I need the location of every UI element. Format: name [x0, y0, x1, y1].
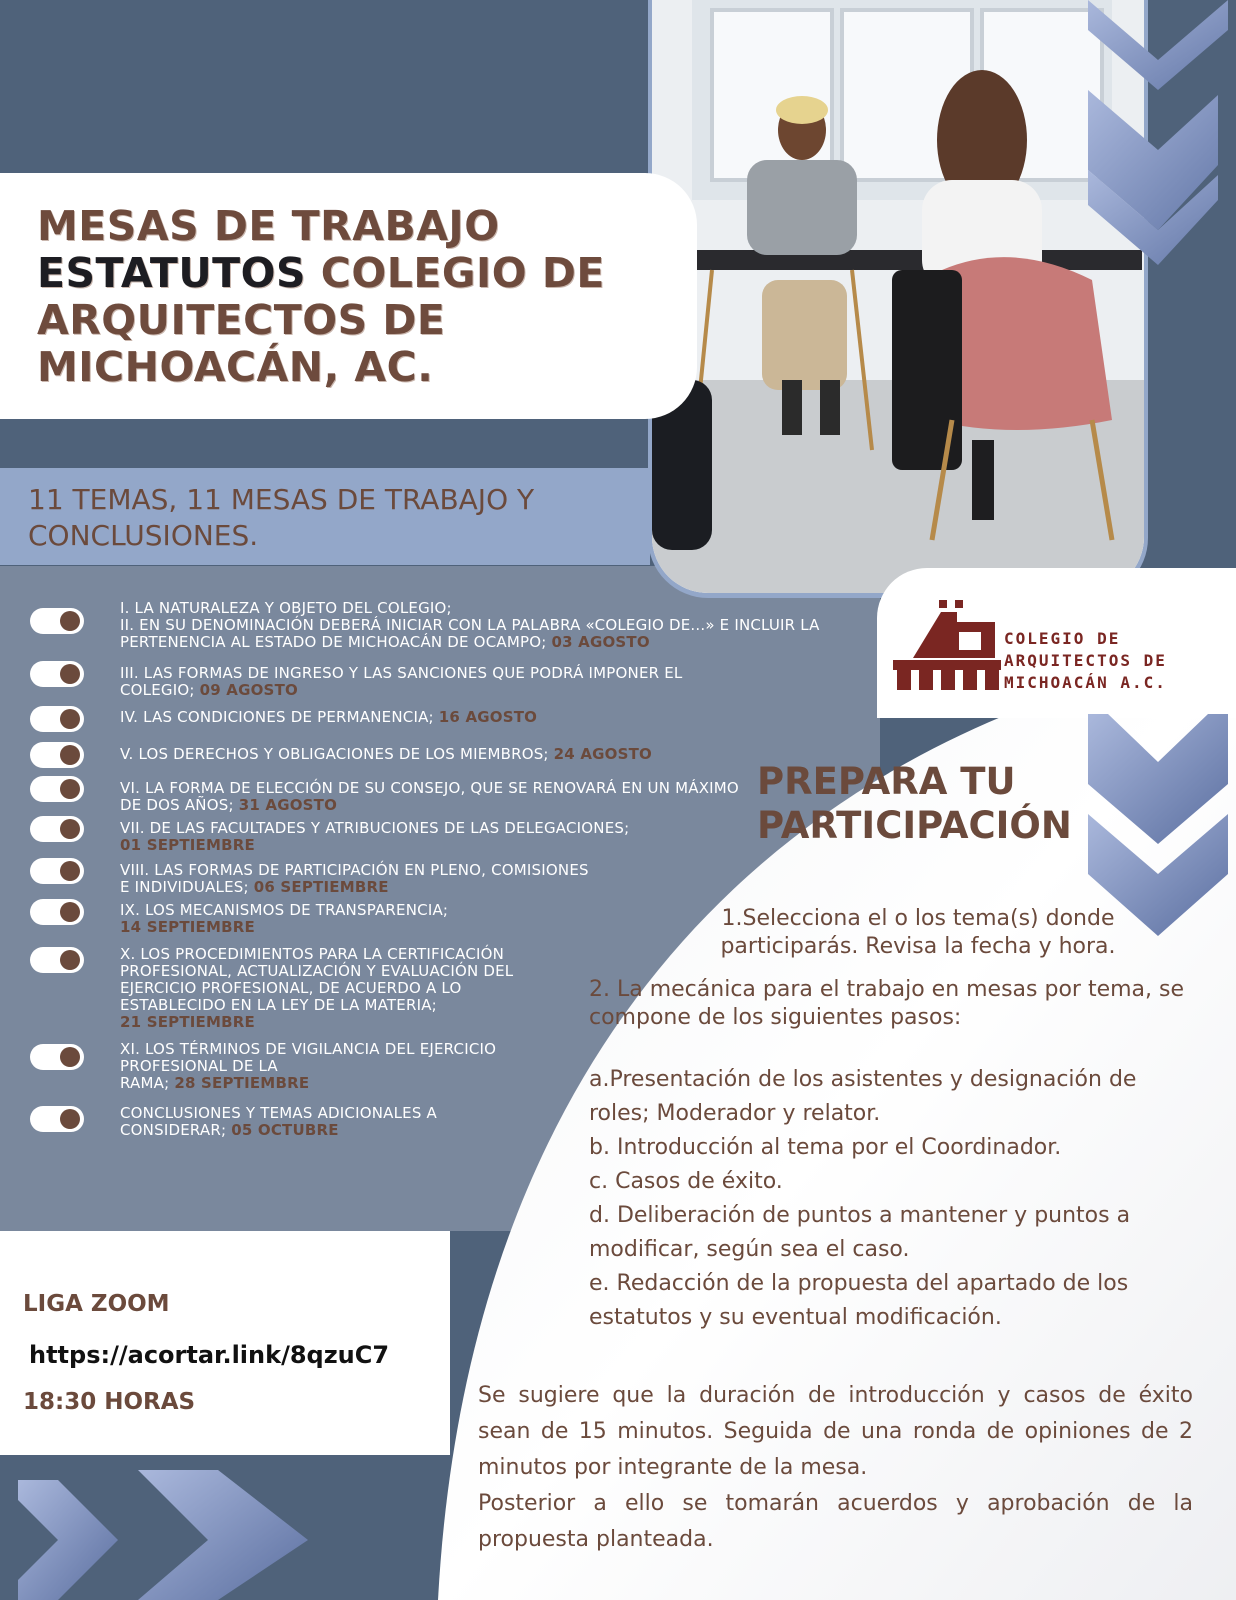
subhead-line-1: 11 TEMAS, 11 MESAS DE TRABAJO Y: [28, 483, 535, 516]
topic-text: III. LAS FORMAS DE INGRESO Y LAS SANCIONES QUE PODRÁ IMPONER EL COLEGIO;: [120, 664, 683, 699]
subhead-line-2: CONCLUSIONES.: [28, 519, 259, 552]
topic-date: 05 OCTUBRE: [231, 1121, 339, 1139]
topic-toggle[interactable]: [30, 1106, 84, 1132]
topic-text: VII. DE LAS FACULTADES Y ATRIBUCIONES DE LAS DELEGACIONES;: [120, 819, 630, 837]
logo-line-2: ARQUITECTOS DE: [1004, 651, 1167, 670]
topic-toggle[interactable]: [30, 816, 84, 842]
toggle-knob: [60, 1109, 80, 1129]
topic-text: IV. LAS CONDICIONES DE PERMANENCIA;: [120, 708, 439, 726]
topic-item: [120, 600, 820, 651]
topic-item: [120, 946, 640, 1031]
subhead-band: [0, 468, 650, 565]
topic-date: 28 SEPTIEMBRE: [174, 1074, 310, 1092]
topic-item: [120, 709, 760, 726]
toggle-knob: [60, 819, 80, 839]
topic-toggle[interactable]: [30, 608, 84, 634]
topic-text: CONCLUSIONES Y TEMAS ADICIONALES A CONSIDERAR;: [120, 1104, 437, 1139]
title-card: [0, 173, 697, 419]
meeting-photo: [652, 0, 1144, 593]
toggle-knob: [60, 779, 80, 799]
title-line-2: [37, 250, 605, 297]
step-2: 2. La mecánica para el trabajo en mesas por tema, se compone de los siguientes pasos:: [589, 977, 1185, 1030]
topic-item: [120, 746, 760, 763]
zoom-label: LIGA ZOOM: [23, 1291, 170, 1317]
title-line-4: MICHOACÁN, AC.: [37, 343, 434, 391]
topic-date: 16 AGOSTO: [438, 708, 538, 726]
topic-date: 01 SEPTIEMBRE: [120, 836, 255, 854]
topic-date: 06 SEPTIEMBRE: [253, 878, 389, 896]
topic-date: 24 AGOSTO: [553, 745, 653, 763]
toggle-knob: [60, 664, 80, 684]
topic-date: 31 AGOSTO: [238, 796, 338, 814]
topic-toggle[interactable]: [30, 706, 84, 732]
page-title: [37, 203, 605, 391]
title-line-2-rest: COLEGIO DE: [305, 249, 605, 297]
toggle-knob: [60, 709, 80, 729]
substep-a: a.Presentación de los asistentes y designación de roles; Moderador y relator.: [589, 1067, 1137, 1126]
toggle-knob: [60, 745, 80, 765]
topic-text: V. LOS DERECHOS Y OBLIGACIONES DE LOS MIEMBROS;: [120, 745, 554, 763]
zoom-card: [0, 1231, 450, 1455]
chevron-right-icon: [18, 1470, 318, 1600]
topic-toggle[interactable]: [30, 899, 84, 925]
topic-text: VI. LA FORMA DE ELECCIÓN DE SU CONSEJO, QUE SE RENOVARÁ EN UN MÁXIMO DE DOS AÑOS;: [120, 779, 739, 814]
logo-line-3: MICHOACÁN A.C.: [1004, 673, 1167, 692]
topic-item: [120, 780, 740, 814]
topic-item: [120, 1041, 640, 1092]
topic-toggle[interactable]: [30, 776, 84, 802]
topic-toggle[interactable]: [30, 947, 84, 973]
topic-item: [120, 862, 720, 896]
prepara-line-2: PARTICIPACIÓN: [757, 804, 1072, 847]
title-line-1: MESAS DE TRABAJO: [37, 202, 500, 250]
prepara-heading: [757, 760, 1072, 848]
toggle-knob: [60, 902, 80, 922]
topic-item: [120, 1105, 640, 1139]
meeting-illustration: [652, 0, 1144, 593]
prepara-line-1: PREPARA TU: [757, 760, 1016, 803]
substep-d: d. Deliberación de puntos a mantener y puntos a modificar, según sea el caso.: [589, 1203, 1131, 1262]
toggle-knob: [60, 611, 80, 631]
topic-toggle[interactable]: [30, 1044, 84, 1070]
topic-item: [120, 820, 760, 854]
title-line-3: ARQUITECTOS DE: [37, 296, 446, 344]
title-estatutos: ESTATUTOS: [37, 249, 306, 297]
substep-e: e. Redacción de la propuesta del apartado de los estatutos y su eventual modificación.: [589, 1271, 1129, 1330]
note-2: Posterior a ello se tomarán acuerdos y aprobación de la propuesta planteada.: [478, 1491, 1193, 1552]
topic-text: XI. LOS TÉRMINOS DE VIGILANCIA DEL EJERCICIO PROFESIONAL DE LA RAMA;: [120, 1040, 497, 1092]
topic-date: 21 SEPTIEMBRE: [120, 1013, 255, 1031]
topic-toggle[interactable]: [30, 742, 84, 768]
zoom-link[interactable]: https://acortar.link/8qzuC7: [29, 1341, 390, 1369]
topic-date: 09 AGOSTO: [199, 681, 298, 699]
substep-list: [589, 1063, 1189, 1335]
topic-item: [120, 665, 760, 699]
topic-text: VIII. LAS FORMAS DE PARTICIPACIÓN EN PLENO, COMISIONES E INDIVIDUALES;: [120, 861, 589, 896]
note-paragraph: [478, 1378, 1193, 1558]
topic-date: 03 AGOSTO: [551, 633, 650, 651]
logo-card: [877, 568, 1236, 718]
topic-text: I. LA NATURALEZA Y OBJETO DEL COLEGIO; II. EN SU DENOMINACIÓN DEBERÁ INICIAR CON LA PALABRA «COLEGIO DE...» E INCLUIR LA PERTENENCIA AL ESTADO DE MICHOACÁN DE OCAMPO;: [120, 599, 820, 651]
toggle-knob: [60, 950, 80, 970]
chevron-down-icon: [1088, 0, 1236, 270]
topic-toggle[interactable]: [30, 858, 84, 884]
topic-text: X. LOS PROCEDIMIENTOS PARA LA CERTIFICACIÓN PROFESIONAL, ACTUALIZACIÓN Y EVALUACIÓN DEL EJERCICIO PROFESIONAL, DE ACUERDO A LO ESTABLECIDO EN LA LEY DE LA MATERIA;: [120, 945, 514, 1014]
topic-text: IX. LOS MECANISMOS DE TRANSPARENCIA;: [120, 901, 449, 919]
logo-text: [1004, 628, 1167, 694]
toggle-knob: [60, 861, 80, 881]
zoom-time: 18:30 HORAS: [23, 1389, 196, 1415]
topic-date: 14 SEPTIEMBRE: [120, 918, 255, 936]
colegio-logo-icon: [893, 598, 1001, 690]
step-1: 1.Selecciona el o los tema(s) donde participarás. Revisa la fecha y hora.: [720, 906, 1116, 959]
toggle-knob: [60, 1047, 80, 1067]
topic-item: [120, 902, 640, 936]
logo-line-1: COLEGIO DE: [1004, 629, 1121, 648]
topic-toggle[interactable]: [30, 661, 84, 687]
note-1: Se sugiere que la duración de introducción y casos de éxito sean de 15 minutos. Seguida de una ronda de opiniones de 2 minutos por integrante de la mesa.: [478, 1383, 1193, 1480]
substep-b: b. Introducción al tema por el Coordinador.: [589, 1135, 1062, 1160]
substep-c: c. Casos de éxito.: [589, 1169, 783, 1194]
subhead: [28, 482, 534, 554]
